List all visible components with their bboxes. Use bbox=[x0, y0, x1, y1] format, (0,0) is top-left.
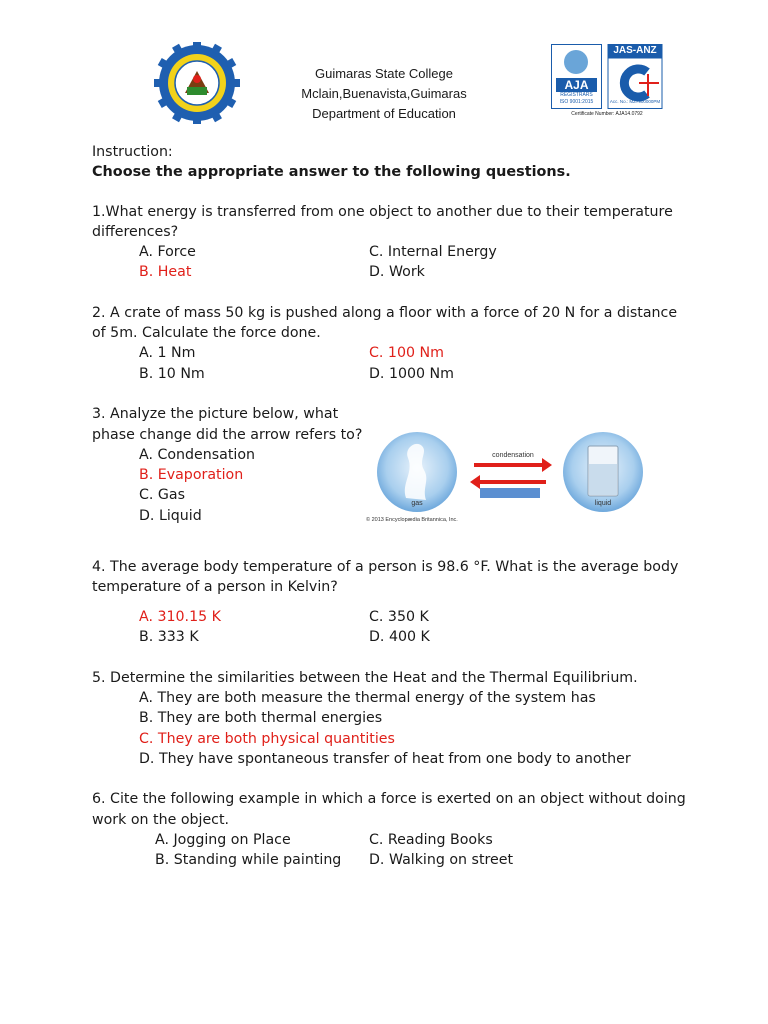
figure-gas-label: gas bbox=[411, 500, 423, 507]
q2-option-d: D. 1000 Nm bbox=[369, 366, 454, 382]
question-6-text-cont: work on the object. bbox=[92, 812, 230, 828]
q1-option-d: D. Work bbox=[369, 264, 425, 280]
q3-option-d: D. Liquid bbox=[139, 508, 202, 524]
cert-brand: JAS-ANZ bbox=[613, 45, 657, 56]
question-1-text: 1.What energy is transferred from one object to another due to their temperature bbox=[92, 204, 673, 220]
question-3-text-cont: phase change did the arrow refers to? bbox=[92, 427, 363, 443]
figure-arrow-label: condensation bbox=[492, 452, 534, 459]
q5-option-b: B. They are both thermal energies bbox=[139, 710, 383, 726]
instruction-label: Instruction: bbox=[92, 144, 173, 160]
question-4-text-cont: temperature of a person in Kelvin? bbox=[92, 579, 338, 595]
cert-iso: ISO 9001:2015 bbox=[559, 99, 594, 105]
college-seal-logo bbox=[152, 42, 242, 124]
q1-option-a: A. Force bbox=[139, 244, 196, 260]
q4-option-b: B. 333 K bbox=[139, 629, 199, 645]
question-2-text: 2. A crate of mass 50 kg is pushed along a floor with a force of 20 N for a distance bbox=[92, 305, 678, 321]
question-5-text: 5. Determine the similarities between the Heat and the Thermal Equilibrium. bbox=[92, 670, 638, 686]
department-name: Department of Education bbox=[312, 106, 456, 121]
q1-option-c: C. Internal Energy bbox=[369, 244, 497, 260]
question-6-text: 6. Cite the following example in which a force is exerted on an object without doing bbox=[92, 791, 686, 807]
q5-option-a: A. They are both measure the thermal energy of the system has bbox=[139, 690, 596, 706]
q4-option-a-answer: A. 310.15 K bbox=[139, 609, 221, 625]
instruction-text: Choose the appropriate answer to the following questions. bbox=[92, 164, 571, 180]
q2-option-b: B. 10 Nm bbox=[139, 366, 205, 382]
evaporation-arrow bbox=[478, 480, 546, 484]
cert-logo-text: AJA bbox=[564, 78, 589, 92]
cert-number: Certificate Number: AJA14.0792 bbox=[571, 111, 643, 117]
q2-option-c-answer: C. 100 Nm bbox=[369, 345, 444, 361]
q5-option-d: D. They have spontaneous transfer of heat from one body to another bbox=[139, 751, 631, 767]
q6-option-c: C. Reading Books bbox=[369, 832, 493, 848]
question-3-text: 3. Analyze the picture below, what bbox=[92, 406, 339, 422]
question-4-text: 4. The average body temperature of a person is 98.6 °F. What is the average body bbox=[92, 559, 679, 575]
q3-option-a: A. Condensation bbox=[139, 447, 256, 463]
cert-registrars: REGISTRARS bbox=[560, 92, 593, 98]
figure-liquid-label: liquid bbox=[594, 500, 612, 507]
q1-option-b-answer: B. Heat bbox=[139, 264, 192, 280]
college-name: Guimaras State College bbox=[314, 66, 453, 81]
figure-credit: © 2013 Encyclopædia Britannica, Inc. bbox=[366, 517, 458, 523]
q3-option-b-answer: B. Evaporation bbox=[139, 467, 244, 483]
cert-acc-no: Acc. No.: MZ7900000PM bbox=[609, 99, 661, 104]
q6-option-d: D. Walking on street bbox=[369, 852, 514, 868]
question-2-text-cont: of 5m. Calculate the force done. bbox=[92, 325, 321, 341]
q2-option-a: A. 1 Nm bbox=[139, 345, 196, 361]
question-1-text-cont: differences? bbox=[92, 224, 179, 240]
phase-change-figure bbox=[366, 428, 656, 528]
q6-option-a: A. Jogging on Place bbox=[155, 832, 291, 848]
q3-option-c: C. Gas bbox=[139, 487, 186, 503]
q4-option-d: D. 400 K bbox=[369, 629, 430, 645]
certification-logo bbox=[551, 44, 663, 120]
college-address: Mclain,Buenavista,Guimaras bbox=[301, 86, 467, 101]
q6-option-b: B. Standing while painting bbox=[155, 852, 342, 868]
condensation-arrow bbox=[474, 463, 544, 467]
q5-option-c-answer: C. They are both physical quantities bbox=[139, 731, 395, 747]
q4-option-c: C. 350 K bbox=[369, 609, 429, 625]
